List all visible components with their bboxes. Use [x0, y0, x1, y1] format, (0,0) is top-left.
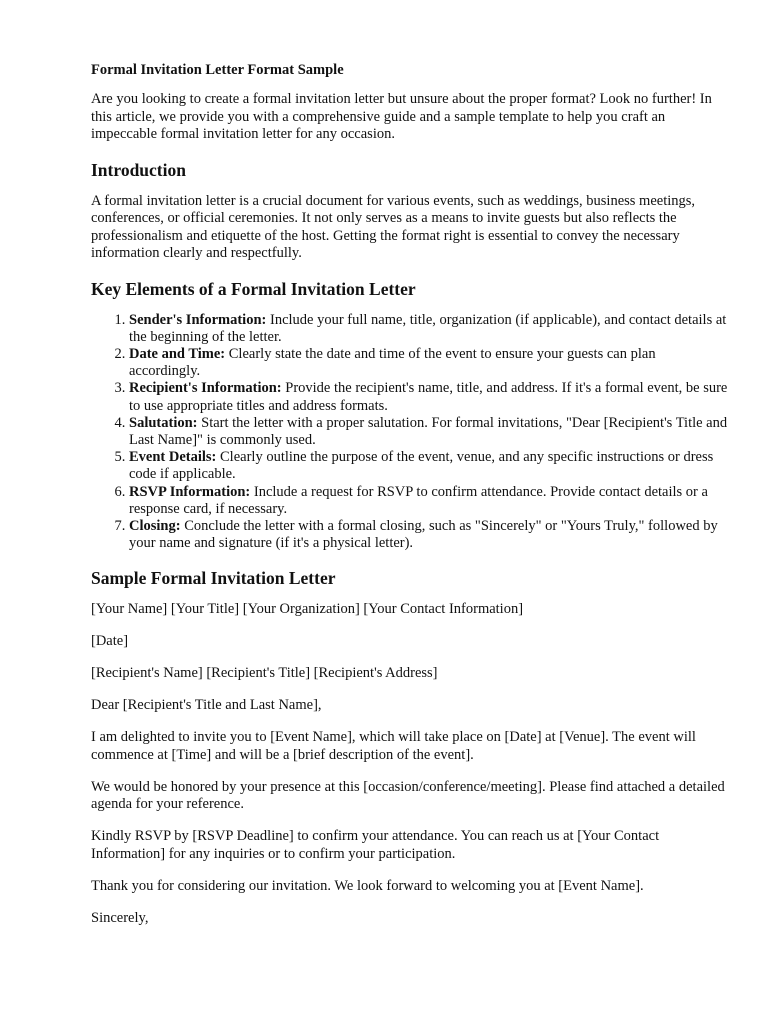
- list-item-text: Include a request for RSVP to confirm attendance. Provide contact details or a response card, if necessary.: [129, 483, 708, 517]
- list-item: [129, 484, 728, 518]
- letter-recipient-line: [Recipient's Name] [Recipient's Title] [Recipient's Address]: [91, 665, 438, 682]
- list-item: [129, 518, 728, 552]
- sample-heading: Sample Formal Invitation Letter: [91, 568, 336, 589]
- list-item-term: Recipient's Information:: [129, 380, 282, 397]
- list-item: [129, 346, 728, 380]
- introduction-paragraph: A formal invitation letter is a crucial document for various events, such as weddings, business meetings, conferences, or official ceremonies. It not only serves as a means to invite guests but also reflects the professionalism and etiquette of the host. Getting the format right is essential to convey the necessary information clearly and respectfully.: [91, 192, 696, 261]
- list-item-term: Closing:: [129, 517, 181, 534]
- list-item-text: Clearly outline the purpose of the event, venue, and any specific instructions or dress code if applicable.: [129, 449, 714, 483]
- letter-paragraph-3: Kindly RSVP by [RSVP Deadline] to confirm your attendance. You can reach us at [Your Contact Information] for any inquiries or to confirm your participation.: [91, 828, 660, 862]
- list-item-text: Clearly state the date and time of the event to ensure your guests can plan accordingly.: [129, 345, 656, 380]
- letter-closing: Sincerely,: [91, 909, 149, 926]
- letter-paragraph-4: Thank you for considering our invitation. We look forward to welcoming you at [Event Name].: [91, 877, 644, 894]
- list-item: [129, 449, 728, 483]
- list-item-term: Sender's Information:: [129, 311, 267, 328]
- list-item-term: Date and Time:: [129, 345, 226, 362]
- list-item-text: Conclude the letter with a formal closing, such as "Sincerely" or "Yours Truly," followed by your name and signature (if it's a physical letter).: [129, 517, 718, 552]
- letter-sender-line: [Your Name] [Your Title] [Your Organization] [Your Contact Information]: [91, 601, 524, 618]
- key-elements-list: [91, 312, 728, 553]
- key-elements-heading: Key Elements of a Formal Invitation Letter: [91, 278, 416, 299]
- document-title: Formal Invitation Letter Format Sample: [91, 62, 344, 78]
- letter-date-line: [Date]: [91, 633, 129, 650]
- sample-letter: [91, 601, 728, 927]
- introduction-heading: Introduction: [91, 159, 186, 180]
- list-item-text: Provide the recipient's name, title, and address. If it's a formal event, be sure to use appropriate titles and address formats.: [129, 380, 728, 414]
- list-item-text: Start the letter with a proper salutation. For formal invitations, "Dear [Recipient's Title and Last Name]" is commonly used.: [129, 414, 728, 448]
- list-item-term: Event Details:: [129, 449, 217, 466]
- list-item-term: RSVP Information:: [129, 483, 251, 500]
- letter-salutation: Dear [Recipient's Title and Last Name],: [91, 697, 322, 714]
- lead-paragraph: Are you looking to create a formal invitation letter but unsure about the proper format? Look no further! In this article, we provide you with a comprehensive guide and a sample template to help you craft an impeccable formal invitation letter for any occasion.: [91, 91, 712, 142]
- list-item: [129, 312, 728, 346]
- list-item-term: Salutation:: [129, 414, 198, 431]
- list-item-text: Include your full name, title, organization (if applicable), and contact details at the beginning of the letter.: [129, 311, 727, 345]
- letter-paragraph-2: We would be honored by your presence at this [occasion/conference/meeting]. Please find attached a detailed agenda for your reference.: [91, 778, 725, 813]
- list-item: [129, 415, 728, 449]
- list-item: [129, 380, 728, 414]
- letter-paragraph-1: I am delighted to invite you to [Event Name], which will take place on [Date] at [Venue]. The event will commence at [Time] and will be a [brief description of the event].: [91, 729, 696, 763]
